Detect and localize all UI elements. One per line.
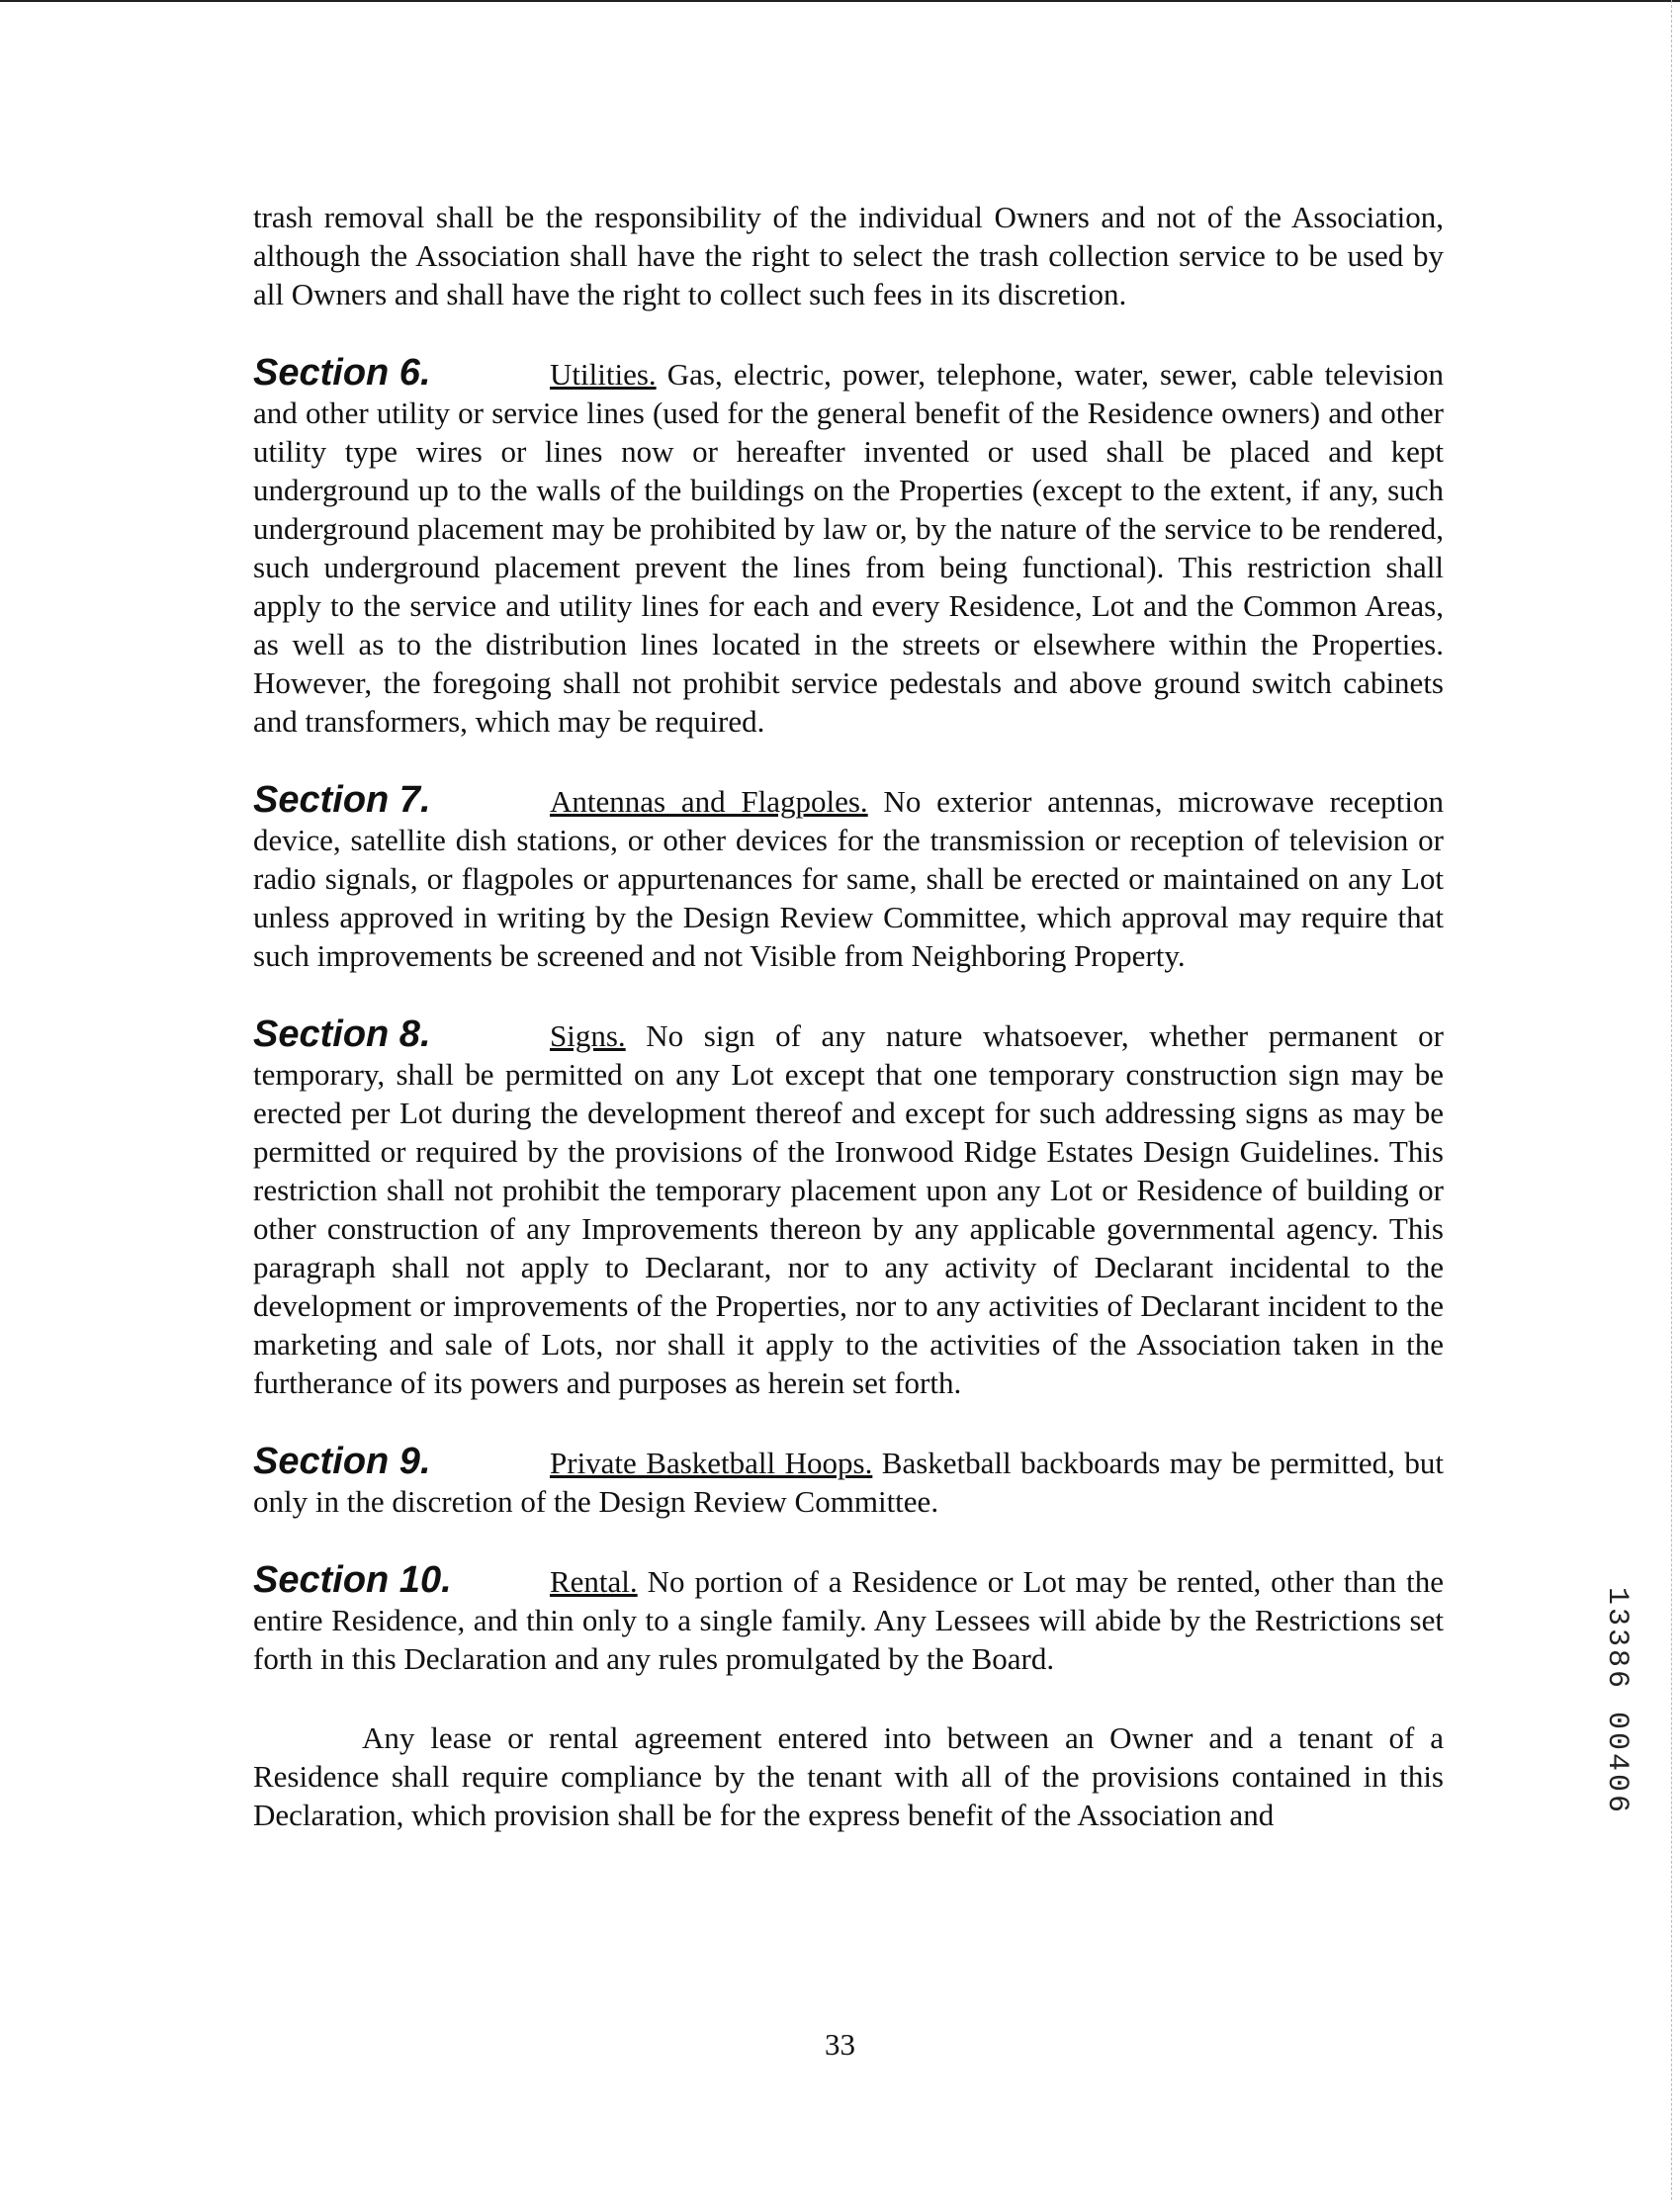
section-10-title: Rental. xyxy=(550,1564,638,1599)
section-6-body: Gas, electric, power, telephone, water, sewer, cable television and other utility or service lines (used for the general benefit of the Residence owners) and other utility type wires or lines now or hereafter invented or used shall be placed and kept underground up to the walls of the buildings on the Properties (except to the extent, if any, such underground placement may be prohibited by law or, by the nature of the service to be rendered, such underground placement prevent the lines from being functional). This restriction shall apply to the service and utility lines for each and every Residence, Lot and the Common Areas, as well as to the distribution lines located in the streets or elsewhere within the Properties. However, the foregoing shall not prohibit service pedestals and above ground switch cabinets and transformers, which may be required. xyxy=(253,357,1444,739)
section-6-label: Section 6. xyxy=(253,352,431,394)
recording-stamp: 13386 00406 xyxy=(1600,1587,1634,1816)
closing-paragraph: Any lease or rental agreement entered into between an Owner and a tenant of a Residence shall require compliance by the tenant with all of the provisions contained in this Declaration, which provision shall be for the express benefit of the Association and xyxy=(253,1720,1444,1832)
section-9 xyxy=(253,1443,1444,1521)
page-number: 33 xyxy=(825,2027,855,2062)
section-8-label: Section 8. xyxy=(253,1013,431,1055)
intro-paragraph: trash removal shall be the responsibility of the individual Owners and not of the Association, although the Association shall have the right to select the trash collection service to be used by all Owners and shall have the right to collect such fees in its discretion. xyxy=(253,200,1444,311)
right-scan-edge xyxy=(1671,0,1672,2200)
section-8-title: Signs. xyxy=(550,1018,626,1053)
section-6 xyxy=(253,354,1444,741)
section-6-title: Utilities. xyxy=(550,357,657,392)
section-10 xyxy=(253,1561,1444,1678)
section-8 xyxy=(253,1015,1444,1402)
section-9-title: Private Basketball Hoops. xyxy=(550,1446,873,1480)
section-8-body: No sign of any nature whatsoever, whether permanent or temporary, shall be permitted on any Lot except that one temporary construction sign may be erected per Lot during the development thereof and except for such addressing signs as may be permitted or required by the provisions of the Ironwood Ridge Estates Design Guidelines. This restriction shall not prohibit the temporary placement upon any Lot or Residence of building or other construction of any Improvements thereon by any applicable governmental agency. This paragraph shall not apply to Declarant, nor to any activity of Declarant incidental to the development or improvements of the Properties, nor to any activities of Declarant incident to the marketing and sale of Lots, nor shall it apply to the activities of the Association taken in the furtherance of its powers and purposes as herein set forth. xyxy=(253,1018,1444,1400)
section-10-label: Section 10. xyxy=(253,1559,452,1601)
section-7-title: Antennas and Flagpoles. xyxy=(550,784,868,819)
section-9-label: Section 9. xyxy=(253,1441,431,1482)
section-7-body: No exterior antennas, microwave reception device, satellite dish stations, or other devices for the transmission or reception of television or radio signals, or flagpoles or appurtenances for same, shall be erected or maintained on any Lot unless approved in writing by the Design Review Committee, which approval may require that such improvements be screened and not Visible from Neighboring Property. xyxy=(253,784,1445,973)
section-7 xyxy=(253,781,1444,975)
section-9-body: Basketball backboards may be permitted, but only in the discretion of the Design Review Committee. xyxy=(253,1446,1444,1519)
document-body xyxy=(253,198,1444,1875)
section-7-label: Section 7. xyxy=(253,779,431,821)
section-10-body: No portion of a Residence or Lot may be rented, other than the entire Residence, and thin only to a single family. Any Lessees will abide by the Restrictions set forth in this Declaration and any rules promulgated by the Board. xyxy=(253,1564,1444,1676)
top-border-line xyxy=(0,0,1680,2)
